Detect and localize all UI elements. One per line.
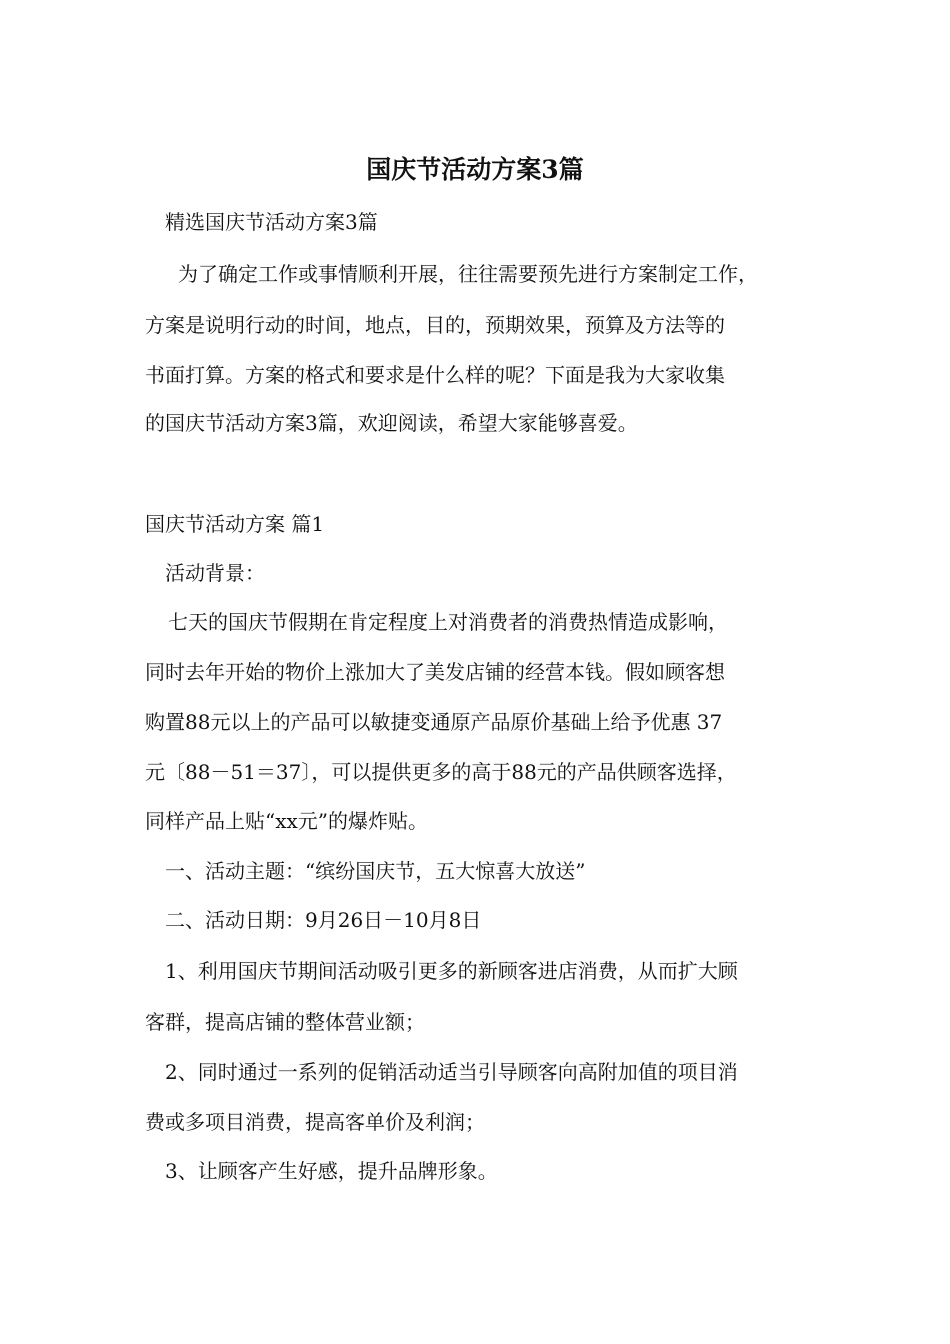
section-heading-1: 国庆节活动方案 篇1 [145, 512, 325, 536]
background-line-3: 购置88元以上的产品可以敏捷变通原产品原价基础上给予优惠 37 [145, 710, 723, 734]
document-title: 国庆节活动方案3篇 [366, 155, 584, 184]
background-label: 活动背景： [165, 561, 265, 585]
goal-2-line-1: 2、同时通过一系列的促销活动适当引导顾客向高附加值的项目消 [165, 1060, 738, 1084]
goal-1-line-1: 1、利用国庆节期间活动吸引更多的新顾客进店消费，从而扩大顾 [165, 959, 738, 983]
intro-line-1: 为了确定工作或事情顺利开展，往往需要预先进行方案制定工作， [178, 262, 758, 286]
background-line-2: 同时去年开始的物价上涨加大了美发店铺的经营本钱。假如顾客想 [145, 660, 725, 684]
intro-line-3: 书面打算。方案的格式和要求是什么样的呢？下面是我为大家收集 [145, 363, 725, 387]
background-line-5: 同样产品上贴“xx元”的爆炸贴。 [145, 809, 429, 833]
intro-line-4: 的国庆节活动方案3篇，欢迎阅读，希望大家能够喜爱。 [145, 411, 638, 435]
goal-2-line-2: 费或多项目消费，提高客单价及利润； [145, 1110, 485, 1134]
background-line-4: 元〔88－51＝37〕，可以提供更多的高于88元的产品供顾客选择， [145, 760, 737, 784]
goal-3: 3、让顾客产生好感，提升品牌形象。 [165, 1159, 498, 1183]
activity-theme: 一、活动主题：“缤纷国庆节，五大惊喜大放送” [165, 859, 586, 883]
subtitle: 精选国庆节活动方案3篇 [165, 210, 378, 234]
activity-date: 二、活动日期：9月26日－10月8日 [165, 908, 482, 932]
background-line-1: 七天的国庆节假期在肯定程度上对消费者的消费热情造成影响， [168, 610, 728, 634]
intro-line-2: 方案是说明行动的时间，地点，目的，预期效果，预算及方法等的 [145, 313, 725, 337]
goal-1-line-2: 客群，提高店铺的整体营业额； [145, 1010, 425, 1034]
